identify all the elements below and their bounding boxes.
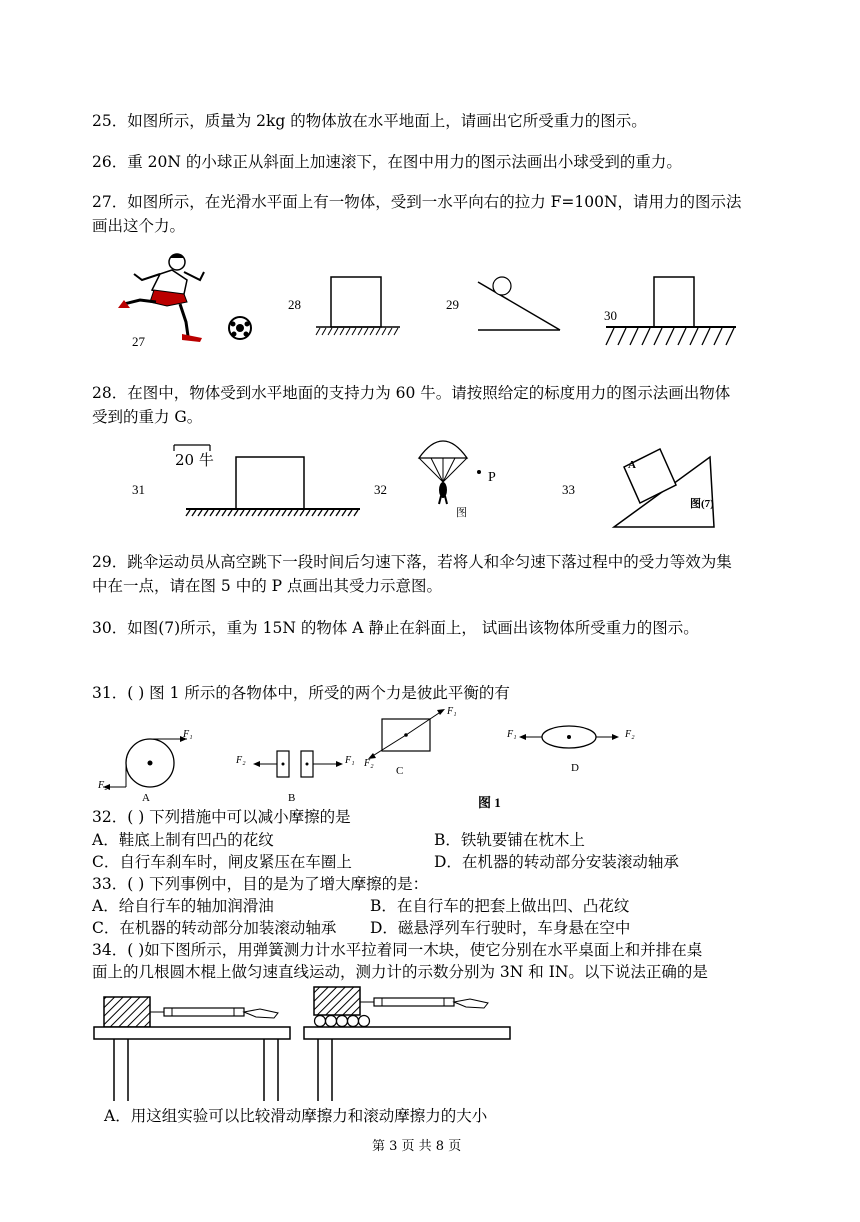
question-29-line2: 中在一点，请在图 5 中的 P 点画出其受力示意图。 [92,577,443,595]
question-32-option-a: A．鞋底上制有凹凸的花纹 [92,831,274,849]
figure-label-29: 29 [446,297,459,312]
block-a-label: A [628,459,636,471]
point-p-label: P [488,470,496,485]
figure-block-on-ground [314,275,404,340]
figure-label-28: 28 [288,297,301,312]
figure-label-33: 33 [562,482,575,497]
question-28-line2: 受到的重力 G。 [92,408,203,426]
fig1-label-a: A [142,792,150,804]
fig1-caption: 图 1 [478,795,501,810]
fig1-label-d: D [571,762,579,774]
figure-label-30: 30 [604,308,617,323]
figure-1-force-pairs [95,705,695,805]
question-33-option-d: D．磁悬浮列车行驶时，车身悬在空中 [370,919,631,937]
question-32: 32．( ) 下列措施中可以减小摩擦的是 [92,808,351,826]
figure-label-32: 32 [374,482,387,497]
fig1-label-c: C [396,765,404,777]
question-29-line1: 29．跳伞运动员从高空跳下一段时间后匀速下落，若将人和伞匀速下落过程中的受力等效为集 [92,553,732,571]
question-33-option-a: A．给自行车的轴加润滑油 [92,897,274,915]
fig1-label-b: B [288,792,296,804]
question-33-option-c: C．在机器的转动部分加装滚动轴承 [92,919,337,937]
fig1-b-f2: F₂ [236,755,246,766]
fig1-a-f2: F₂ [98,780,108,791]
question-26: 26．重 20N 的小球正从斜面上加速滚下，在图中用力的图示法画出小球受到的重力。 [92,153,682,171]
scale-label: 20 牛 [175,451,214,469]
fig1-d-f1: F₁ [507,729,517,740]
question-34-line1: 34．( )如下图所示，用弹簧测力计水平拉着同一木块，使它分别在水平桌面上和并排在桌 [92,941,703,959]
question-30: 30．如图(7)所示，重为 15N 的物体 A 静止在斜面上， 试画出该物体所受重力的图示。 [92,619,699,637]
question-33-option-b: B．在自行车的把套上做出凹、凸花纹 [370,897,630,915]
figure-block-on-hatched-ground [600,275,740,350]
question-34-line2: 面上的几根圆木棍上做匀速直线运动，测力计的示数分别为 3N 和 IN。以下说法正确的是 [92,963,708,981]
parachute-caption: 图 [456,507,467,519]
question-34-option-a: A．用这组实验可以比较滑动摩擦力和滚动摩擦力的大小 [104,1107,488,1125]
figure-label-27: 27 [132,334,145,349]
fig1-a-f1: F₁ [183,729,193,740]
question-32-option-c: C．自行车刹车时，闸皮紧压在车圈上 [92,853,352,871]
figure-label-31: 31 [132,482,145,497]
fig1-c-f1: F₁ [447,706,457,717]
fig1-b-f1: F₁ [345,755,355,766]
question-32-option-d: D．在机器的转动部分安装滚动轴承 [434,853,679,871]
question-32-option-b: B．铁轨要铺在枕木上 [434,831,585,849]
figure-ball-on-incline [470,268,570,333]
figure-spring-scale-tables [92,985,512,1105]
figure-block-support-force [184,455,364,520]
page-footer: 第 3 页 共 8 页 [372,1139,462,1154]
slope-caption: 图(7) [690,498,714,510]
question-28-line1: 28．在图中，物体受到水平地面的支持力为 60 牛。请按照给定的标度用力的图示法画出物体 [92,384,731,402]
question-31: 31．( ) 图 1 所示的各物体中，所受的两个力是彼此平衡的有 [92,684,510,702]
fig1-c-f2: F₂ [364,758,374,769]
question-25: 25．如图所示，质量为 2kg 的物体放在水平地面上，请画出它所受重力的图示。 [92,112,647,130]
question-27-line1: 27．如图所示，在光滑水平面上有一物体，受到一水平向右的拉力 F=100N，请用力的图示法 [92,193,742,211]
question-33: 33．( ) 下列事例中，目的是为了增大摩擦的是： [92,875,429,893]
figure-block-a-on-slope [612,437,722,532]
fig1-d-f2: F₂ [625,729,635,740]
point-p-dot [476,469,482,475]
question-27-line2: 画出这个力。 [92,217,186,235]
figure-parachute [415,432,475,507]
